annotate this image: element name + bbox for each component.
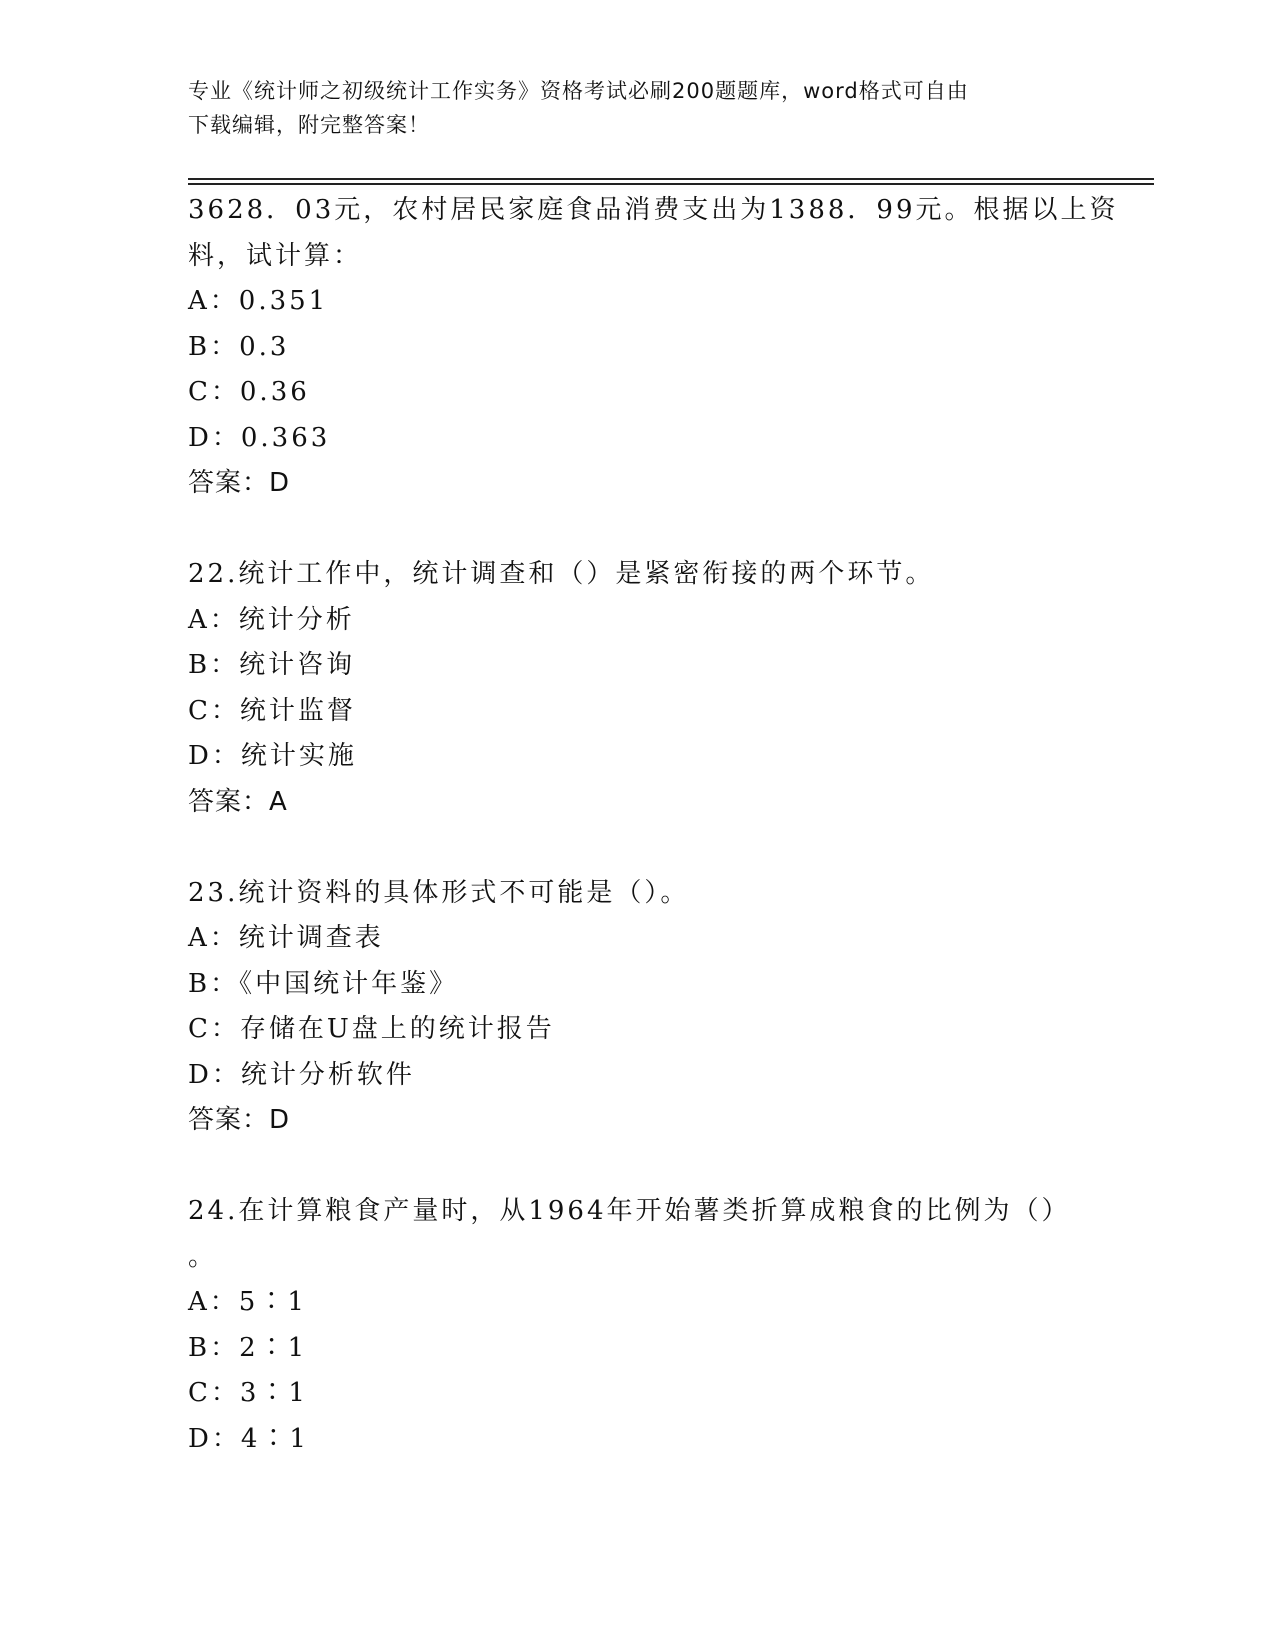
option-d: D：4∶1: [188, 1423, 309, 1454]
header-divider-top: [188, 178, 1154, 180]
option-c: C：统计监督: [188, 695, 356, 726]
option-b: B：统计咨询: [188, 650, 356, 680]
spacer: [188, 825, 1088, 871]
question-22: [188, 552, 1088, 825]
option-c: C：0.36: [188, 377, 310, 407]
question-24: [188, 1189, 1088, 1462]
question-stem: 23.统计资料的具体形式不可能是（）。: [188, 877, 690, 908]
option-b: B：2∶1: [188, 1332, 308, 1363]
question-stem-line2: 料，试计算：: [188, 240, 363, 271]
question-stem-line1: 24.在计算粮食产量时，从1964年开始薯类折算成粮食的比例为（）: [188, 1196, 1071, 1226]
question-stem-line2: 。: [188, 1241, 218, 1272]
option-d: D：统计实施: [188, 741, 357, 771]
option-d: D：统计分析软件: [188, 1059, 415, 1090]
option-a: A：5∶1: [188, 1287, 307, 1317]
option-d: D：0.363: [188, 422, 331, 453]
spacer: [188, 507, 1088, 553]
option-c: C：3∶1: [188, 1378, 308, 1408]
header-divider-bottom: [188, 183, 1154, 185]
question-23: [188, 871, 1088, 1144]
question-21: [188, 188, 1119, 507]
answer-text: 答案：D: [188, 468, 291, 498]
question-stem: 22.统计工作中，统计调查和（）是紧密衔接的两个环节。: [188, 559, 935, 589]
answer-text: 答案：A: [188, 786, 288, 817]
document-header: [188, 74, 1088, 142]
question-list: [188, 188, 1119, 1462]
option-a: A：统计分析: [188, 604, 355, 635]
option-a: A：0.351: [188, 286, 329, 316]
option-a: A：统计调查表: [188, 923, 384, 953]
option-b: B：《中国统计年鉴》: [188, 968, 459, 999]
spacer: [188, 1144, 1088, 1190]
option-c: C：存储在U盘上的统计报告: [188, 1014, 555, 1044]
answer-text: 答案：D: [188, 1105, 291, 1135]
question-stem-line1: 3628．03元，农村居民家庭食品消费支出为1388．99元。根据以上资: [188, 195, 1119, 225]
header-title-line1: 专业《统计师之初级统计工作实务》资格考试必刷200题题库，word格式可自由: [188, 79, 969, 103]
option-b: B：0.3: [188, 331, 290, 362]
header-title-line2: 下载编辑，附完整答案！: [188, 113, 430, 137]
